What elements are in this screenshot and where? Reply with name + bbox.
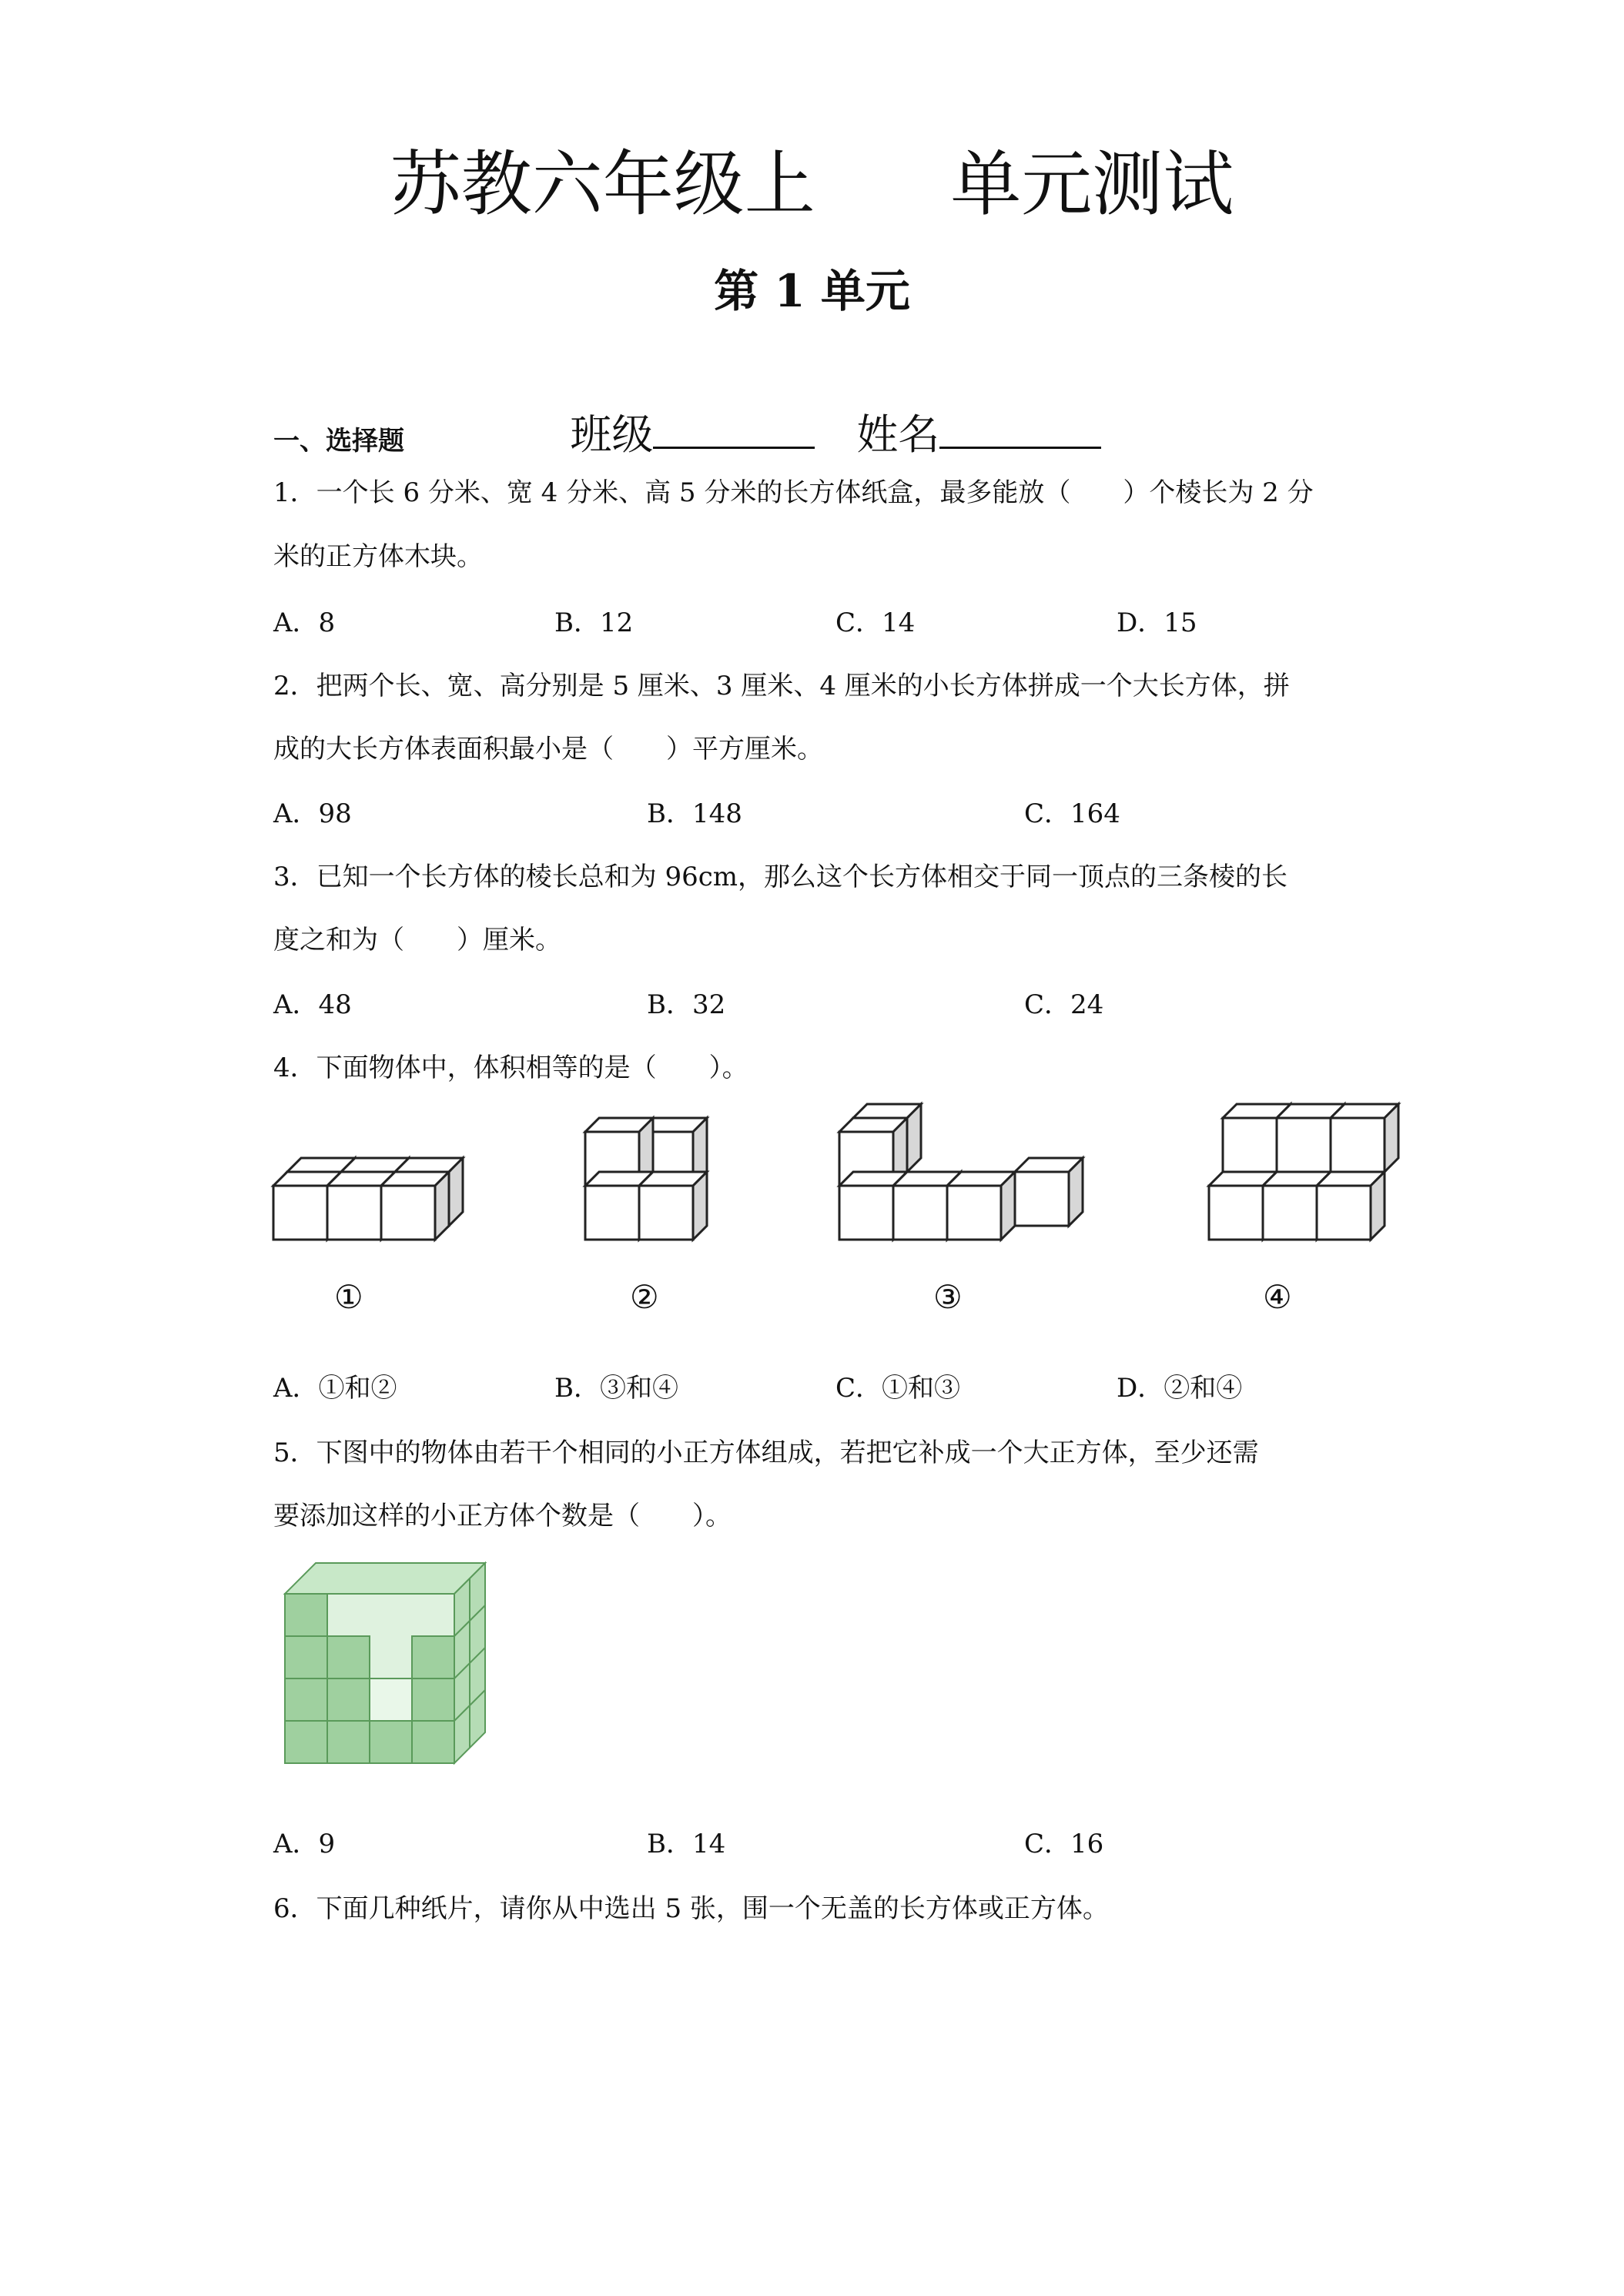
question-1-line-1: 1．一个长 6 分米、宽 4 分米、高 5 分米的长方体纸盒，最多能放（ ）个棱长为 2 分 [273,477,1314,508]
section-title: 一、选择题 [273,426,404,457]
class-field [544,353,815,462]
question-2-line-2: 成的大长方体表面积最小是（ ）平方厘米。 [273,734,823,765]
q5-option-c[interactable]: C．16 [1024,1829,1104,1859]
question-4-line-1: 4．下面物体中，体积相等的是（ ）。 [273,1053,748,1083]
q2-option-c[interactable]: C．164 [1024,798,1120,829]
q4-option-b[interactable]: B．③和④ [554,1373,678,1404]
question-5-line-2: 要添加这样的小正方体个数是（ ）。 [273,1501,732,1531]
q1-option-a[interactable]: A．8 [273,607,336,638]
q3-option-b[interactable]: B．32 [647,989,726,1020]
q5-option-a[interactable]: A．9 [273,1829,336,1859]
question-1-line-2: 米的正方体木块。 [273,541,483,572]
name-field [830,353,1101,462]
q4-option-c[interactable]: C．①和③ [835,1373,961,1404]
question-5-cube-figure [277,1555,493,1771]
figure-3-solid [839,1104,1083,1240]
figure-label-4: ④ [1263,1278,1292,1316]
question-3-line-1: 3．已知一个长方体的棱长总和为 96cm，那么这个长方体相交于同一顶点的三条棱的长 [273,862,1287,892]
q2-option-a[interactable]: A．98 [273,798,352,829]
class-blank[interactable] [653,407,815,449]
figure-2-solid [585,1118,707,1240]
figure-4-solid [1209,1104,1398,1240]
q3-option-c[interactable]: C．24 [1024,989,1104,1020]
q1-option-d[interactable]: D．15 [1117,607,1197,638]
page-title: 苏教六年级上 单元测试 [390,143,1234,226]
q5-option-b[interactable]: B．14 [647,1829,726,1859]
q3-option-a[interactable]: A．48 [273,989,352,1020]
question-4-figures [262,1093,1432,1332]
question-3-line-2: 度之和为（ ）厘米。 [273,925,561,956]
figure-1-solid [273,1158,463,1240]
q2-option-b[interactable]: B．148 [647,798,742,829]
figure-label-1: ① [334,1278,363,1316]
question-5-line-1: 5．下图中的物体由若干个相同的小正方体组成，若把它补成一个大正方体，至少还需 [273,1438,1259,1468]
q4-option-d[interactable]: D．②和④ [1117,1373,1243,1404]
question-2-line-1: 2．把两个长、宽、高分别是 5 厘米、3 厘米、4 厘米的小长方体拼成一个大长方体，拼 [273,671,1290,701]
q1-option-b[interactable]: B．12 [554,607,634,638]
figure-label-2: ② [630,1278,659,1316]
figure-label-3: ③ [933,1278,963,1316]
class-label: 班级 [570,410,654,459]
q1-option-c[interactable]: C．14 [835,607,916,638]
name-blank[interactable] [939,407,1101,449]
question-6-line-1: 6．下面几种纸片，请你从中选出 5 张，围一个无盖的长方体或正方体。 [273,1893,1109,1924]
name-label: 姓名 [856,410,940,459]
unit-subtitle: 第 1 单元 [714,265,910,317]
q4-option-a[interactable]: A．①和② [273,1373,397,1404]
